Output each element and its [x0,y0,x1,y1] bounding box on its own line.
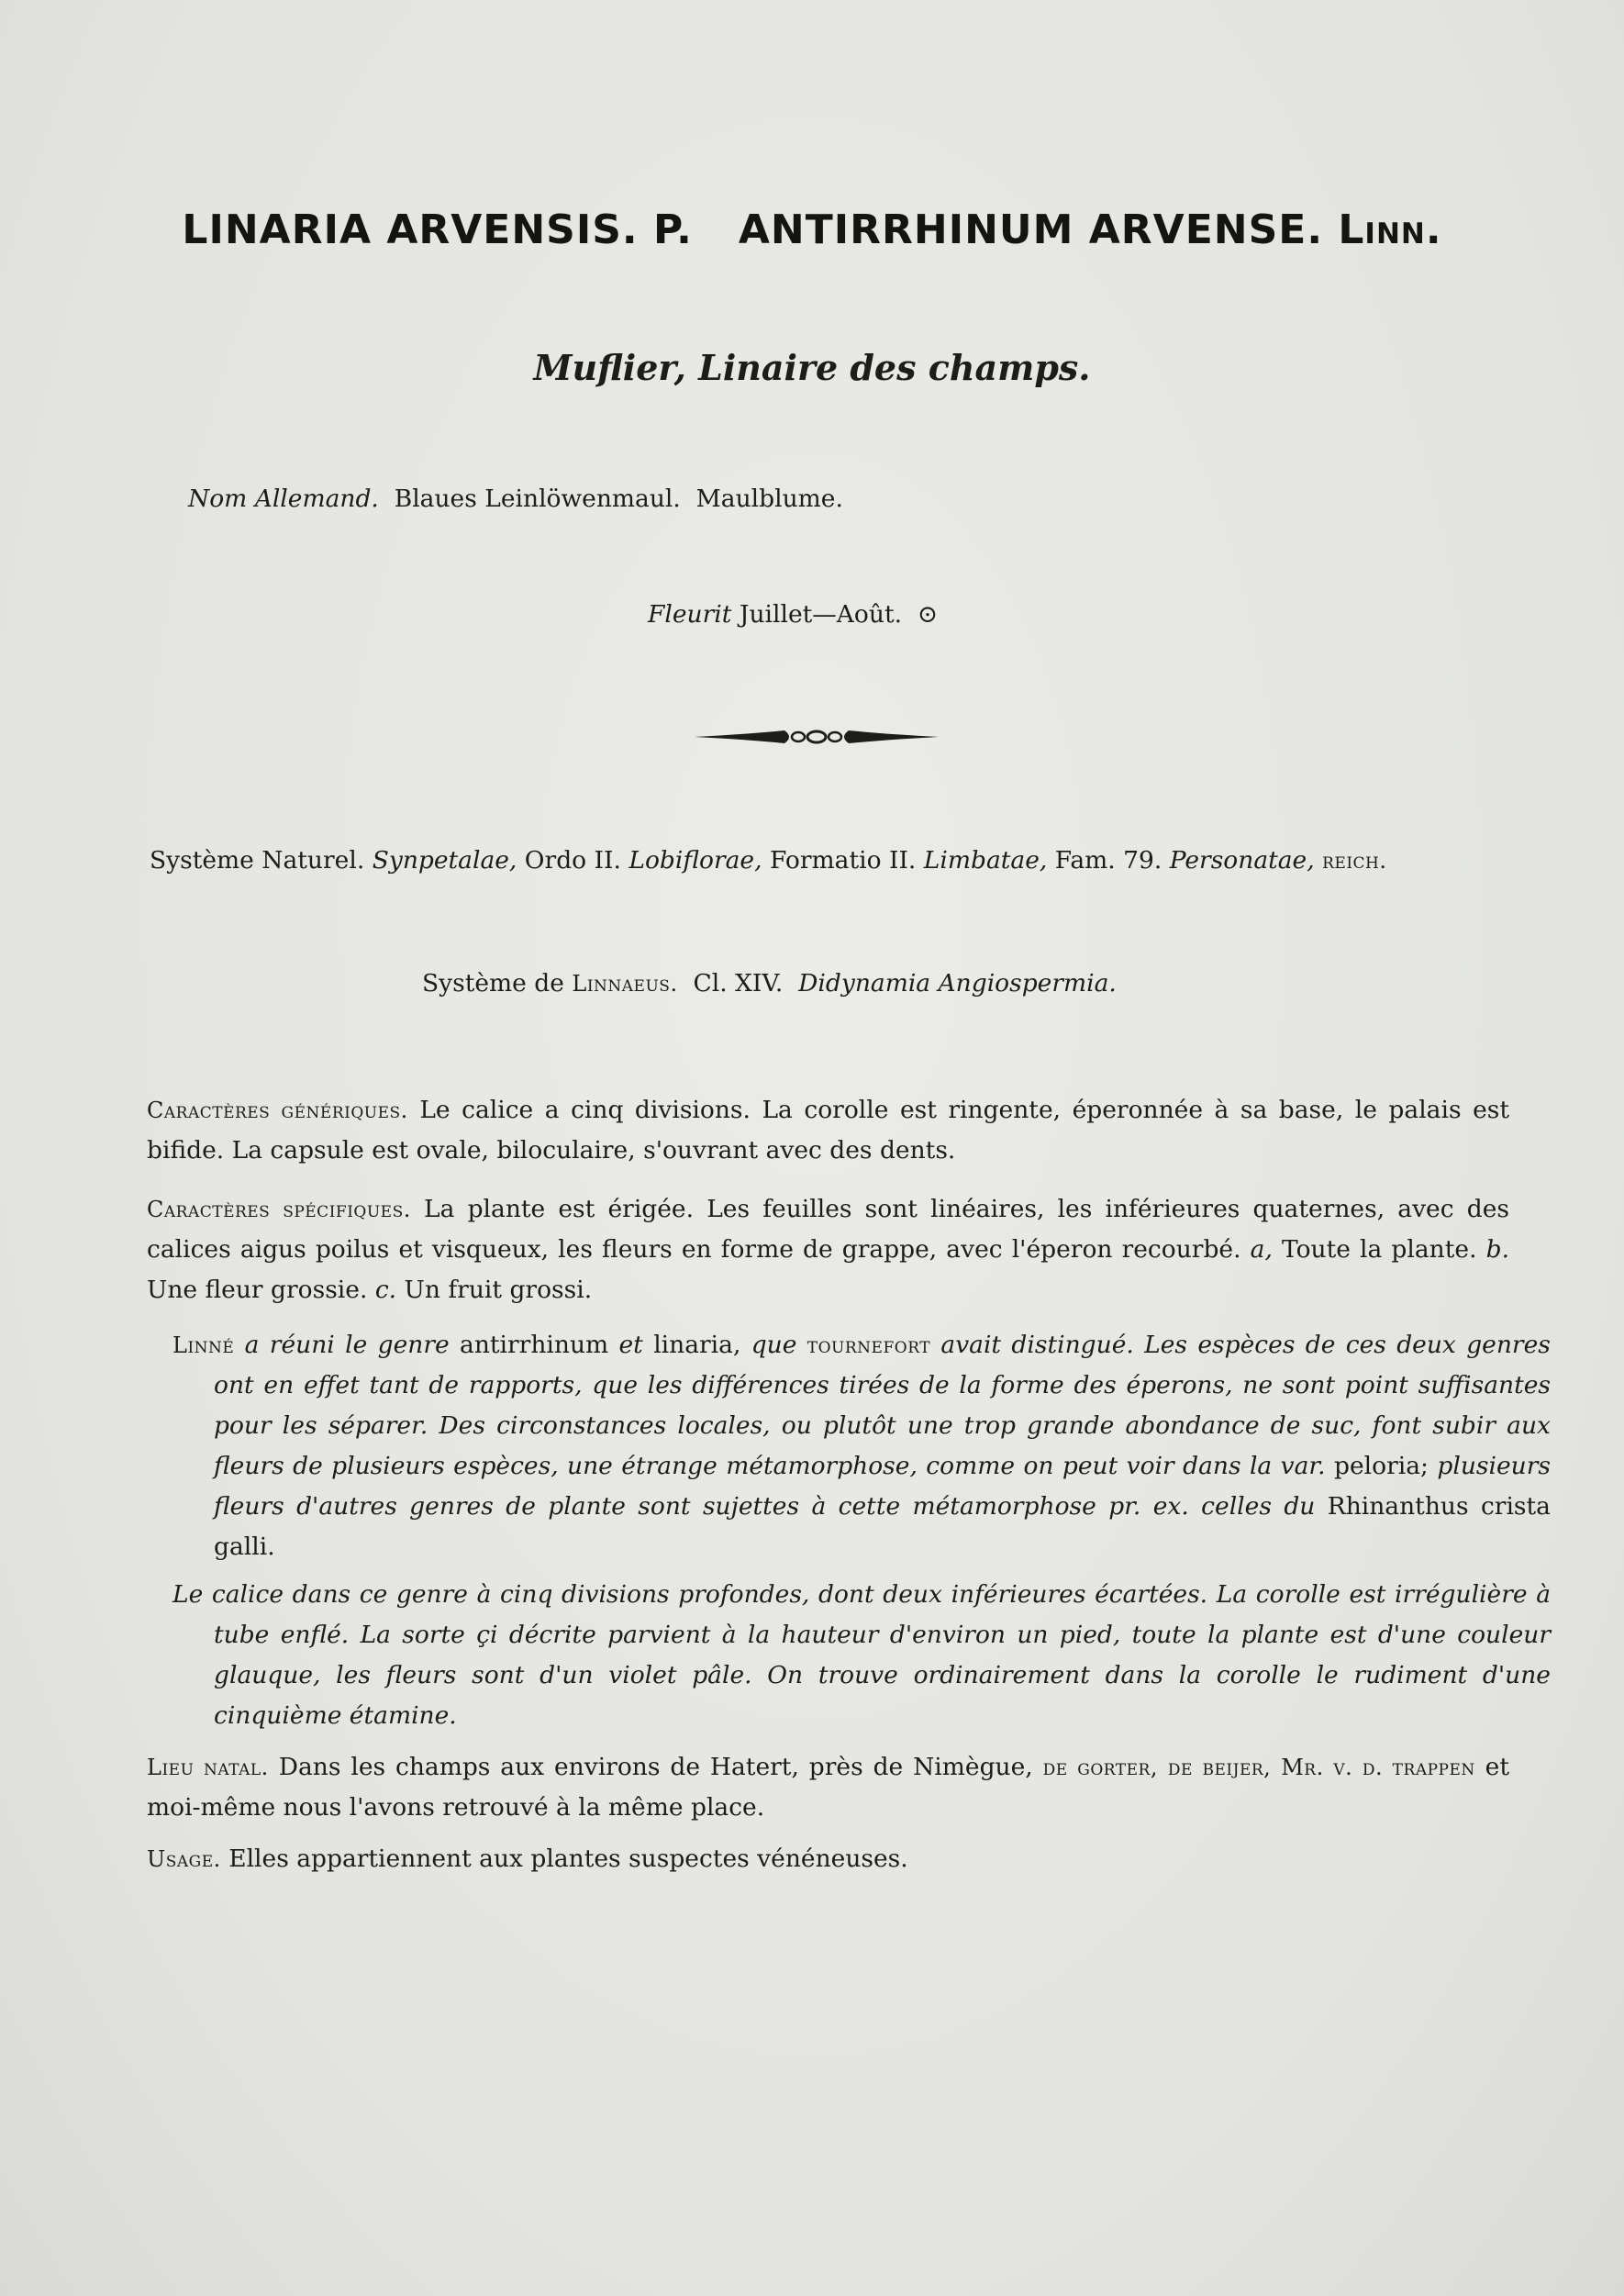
tournefort-name: tournefort [806,1332,931,1358]
family-number: Fam. 79. [1054,846,1162,875]
synpetalae: Synpetalae, [372,846,517,875]
generic-label: Caractères génériques. [147,1098,408,1123]
specific-text: La plante est érigée. Les feuilles sont linéaires, les inférieures quaternes, avec des calices aigus poilus et visqueux, les fleurs en forme de grappe, avec l'éperon recourbé. [147,1195,1509,1264]
et-word: et [618,1331,643,1359]
usage-text: Elles appartiennent aux plantes suspectes vénéneuses. [228,1845,908,1873]
rhinanthus-name: Rhinanthus crista galli. [214,1492,1551,1561]
linne-name: Linné [172,1332,235,1358]
figure-c-text: Un fruit grossi. [404,1276,593,1304]
flowering-months: Juillet—Août. [739,600,903,629]
title-linaria: LINARIA ARVENSIS. P. [182,206,693,253]
generic-characters [147,1090,1509,1171]
antirrhinum-word: antirrhinum [460,1331,609,1359]
trappen-name: Mr. v. d. trappen [1281,1755,1475,1780]
usage [147,1839,1509,1879]
flowering-label: Fleurit [648,600,732,629]
note-calice [172,1575,1551,1736]
figure-c: c. [374,1276,397,1304]
figure-b-text: Une fleur grossie. [147,1276,368,1304]
title-author: Linn. [1338,206,1442,253]
common-name: Muflier, Linaire des champs. [533,347,1091,388]
lobiflorae: Lobiflorae, [628,846,762,875]
linaria-word: linaria, [653,1331,741,1359]
page-title [0,206,1624,253]
flowering-line [648,600,938,629]
figure-a-text: Toute la plante. [1281,1235,1477,1264]
title-antirrhinum: ANTIRRHINUM ARVENSE. [738,206,1324,253]
locality [147,1747,1509,1828]
linnaeus-class: Cl. XIV. [693,969,784,998]
german-names: Blaues Leinlöwenmaul. Maulblume. [394,485,843,513]
que-word: que [751,1331,797,1359]
note1-text-a: a réuni le genre [244,1331,450,1359]
specific-label: Caractères spécifiques. [147,1197,411,1222]
gorter-name: de gorter, [1042,1755,1158,1780]
specific-characters [147,1189,1509,1310]
system-linnaeus-label: Système de [422,969,564,998]
system-natural-label: Système Naturel. [150,846,365,875]
note-linne [172,1325,1551,1567]
reich-author: reich. [1322,848,1387,874]
ordo: Ordo II. [524,846,621,875]
figure-b: b. [1485,1235,1509,1264]
linnaeus-order: Didynamia Angiospermia. [798,969,1117,998]
locality-text-end: et moi-même nous l'avons retrouvé à la même place. [147,1753,1510,1822]
note2-text: Le calice dans ce genre à cinq divisions profondes, dont deux inférieures écartées. La corolle est irrégulière à tube enflé. La sorte çi décrite parvient à la hauteur d'environ un pied, toute la plante est d'une couleur glauque, les fleurs sont d'un violet pâle. On trouve ordinairement dans la corolle le rudiment d'une cinquième étamine. [172,1580,1551,1730]
limbatae: Limbatae, [923,846,1048,875]
usage-label: Usage. [147,1846,221,1872]
personatae: Personatae, [1169,846,1315,875]
figure-a: a, [1250,1235,1273,1264]
linnaeus-name: Linnaeus. [572,971,678,997]
system-linnaeus-line [422,969,1117,998]
peloria-word: peloria; [1334,1452,1429,1480]
locality-label: Lieu natal. [147,1755,269,1780]
german-label: Nom Allemand. [188,485,379,513]
beijer-name: de beijer, [1167,1755,1272,1780]
note1-text-b: avait distingué. Les espèces de ces deux genres ont en effet tant de rapports, que les différences tirées de la forme des éperons, ne sont point suffisantes pour les séparer. Des circonstances locales, ou plutôt une trop grande abondance de suc, font subir aux fleurs de plusieurs espèces, une étrange métamorphose, comme on peut voir dans la var. [214,1331,1551,1480]
locality-text: Dans les champs aux environs de Hatert, près de Nimègue, [278,1753,1033,1781]
system-natural-line [150,846,1387,875]
ornament-divider-icon [693,723,940,751]
annual-symbol: ⊙ [917,600,939,629]
german-name-line [188,485,843,513]
generic-text: Le calice a cinq divisions. La corolle est ringente, éperonnée à sa base, le palais est bifide. La capsule est ovale, biloculaire, s'ouvrant avec des dents. [147,1096,1509,1165]
note1-text-c: plusieurs fleurs d'autres genres de plante sont sujettes à cette métamorphose pr. ex. celles du [214,1452,1551,1521]
formatio: Formatio II. [769,846,917,875]
